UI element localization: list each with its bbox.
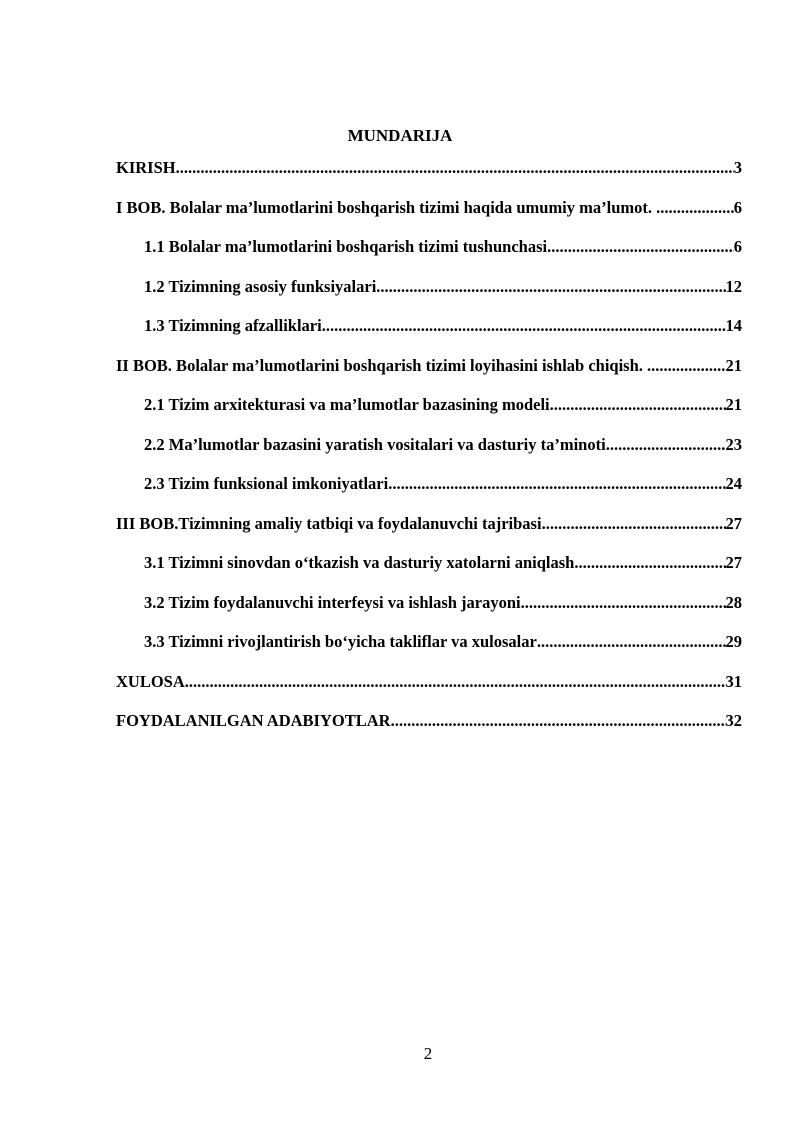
toc-leader-dots xyxy=(521,592,726,614)
toc-leader-dots xyxy=(651,355,725,377)
toc-leader-dots xyxy=(322,315,726,337)
toc-entry-page: 14 xyxy=(725,316,742,335)
toc-entry-page: 27 xyxy=(725,553,742,572)
toc-leader-dots xyxy=(388,473,725,495)
toc-leader-dots xyxy=(542,513,726,535)
toc-entry-page: 24 xyxy=(725,474,742,493)
toc-entry-page: 32 xyxy=(725,711,742,730)
toc-leader-dots xyxy=(176,157,734,179)
page-number: 2 xyxy=(423,1044,433,1063)
toc-entry-page: 6 xyxy=(733,237,742,256)
toc-entry-title: FOYDALANILGAN ADABIYOTLAR xyxy=(116,711,391,730)
toc-entry-kirish[interactable] xyxy=(116,157,742,197)
toc-entry-page: 23 xyxy=(725,434,742,454)
toc-entry-title: 3.2 Tizim foydalanuvchi interfeysi va ishlash jarayoni xyxy=(144,592,521,612)
toc-leader-dots xyxy=(547,236,734,258)
toc-entry-title: 1.2 Tizimning asosiy funksiyalari xyxy=(144,276,377,296)
toc-entry-chapter-2[interactable] xyxy=(116,355,742,395)
toc-leader-dots xyxy=(185,671,726,693)
toc-leader-dots xyxy=(391,710,726,732)
toc-entry-section-1-3[interactable] xyxy=(116,315,742,355)
toc-entry-chapter-1[interactable] xyxy=(116,197,742,237)
toc-entry-page: 29 xyxy=(725,632,742,651)
toc-entry-section-2-1[interactable] xyxy=(116,394,742,434)
toc-entry-title: 3.3 Tizimni rivojlantirish bo‘yicha takliflar va xulosalar xyxy=(144,632,537,651)
toc-entry-section-1-1[interactable] xyxy=(116,236,742,276)
toc-entry-page: 21 xyxy=(725,355,742,375)
toc-entry-section-1-2[interactable] xyxy=(116,276,742,316)
toc-entry-xulosa[interactable] xyxy=(116,671,742,711)
toc-entry-page: 31 xyxy=(725,671,742,691)
toc-entry-title: 2.3 Tizim funksional imkoniyatlari xyxy=(144,474,389,493)
toc-entry-page: 3 xyxy=(733,158,742,177)
toc-entry-chapter-3[interactable] xyxy=(116,513,742,553)
toc-leader-dots xyxy=(537,631,726,653)
toc-entry-page: 12 xyxy=(725,276,742,296)
toc-entry-references[interactable] xyxy=(116,710,742,750)
toc-entry-title: III BOB.Tizimning amaliy tatbiqi va foydalanuvchi tajribasi xyxy=(116,513,542,533)
toc-entry-page: 27 xyxy=(725,513,742,533)
toc-leader-dots xyxy=(550,394,726,416)
toc-entry-title: KIRISH xyxy=(116,158,176,177)
toc-leader-dots xyxy=(660,197,733,219)
toc-entry-title: II BOB. Bolalar ma’lumotlarini boshqarish tizimi loyihasini ishlab chiqish. . xyxy=(116,355,652,375)
toc-entry-title: 1.1 Bolalar ma’lumotlarini boshqarish tizimi tushunchasi xyxy=(144,237,548,256)
toc-entry-title: I BOB. Bolalar ma’lumotlarini boshqarish tizimi haqida umumiy ma’lumot. . xyxy=(116,197,661,217)
toc-entry-section-2-3[interactable] xyxy=(116,473,742,513)
toc-leader-dots xyxy=(376,276,725,298)
toc-entry-section-2-2[interactable] xyxy=(116,434,742,474)
toc-entry-title: XULOSA xyxy=(116,671,185,691)
toc-entry-title: 2.1 Tizim arxitekturasi va ma’lumotlar bazasining modeli xyxy=(144,395,550,414)
toc-entry-page: 6 xyxy=(733,197,742,217)
toc-entry-section-3-2[interactable] xyxy=(116,592,742,632)
toc-leader-dots xyxy=(574,552,725,574)
toc-entry-page: 28 xyxy=(725,592,742,612)
toc-entry-title: 2.2 Ma’lumotlar bazasini yaratish vositalari va dasturiy ta’minoti xyxy=(144,434,606,454)
toc-entry-section-3-1[interactable] xyxy=(116,552,742,592)
table-of-contents xyxy=(116,157,742,750)
toc-leader-dots xyxy=(606,434,726,456)
document-title: MUNDARIJA xyxy=(347,126,453,145)
toc-entry-title: 1.3 Tizimning afzalliklari xyxy=(144,316,322,335)
toc-entry-section-3-3[interactable] xyxy=(116,631,742,671)
toc-entry-page: 21 xyxy=(725,395,742,414)
toc-entry-title: 3.1 Tizimni sinovdan o‘tkazish va dasturiy xatolarni aniqlash xyxy=(144,553,575,572)
